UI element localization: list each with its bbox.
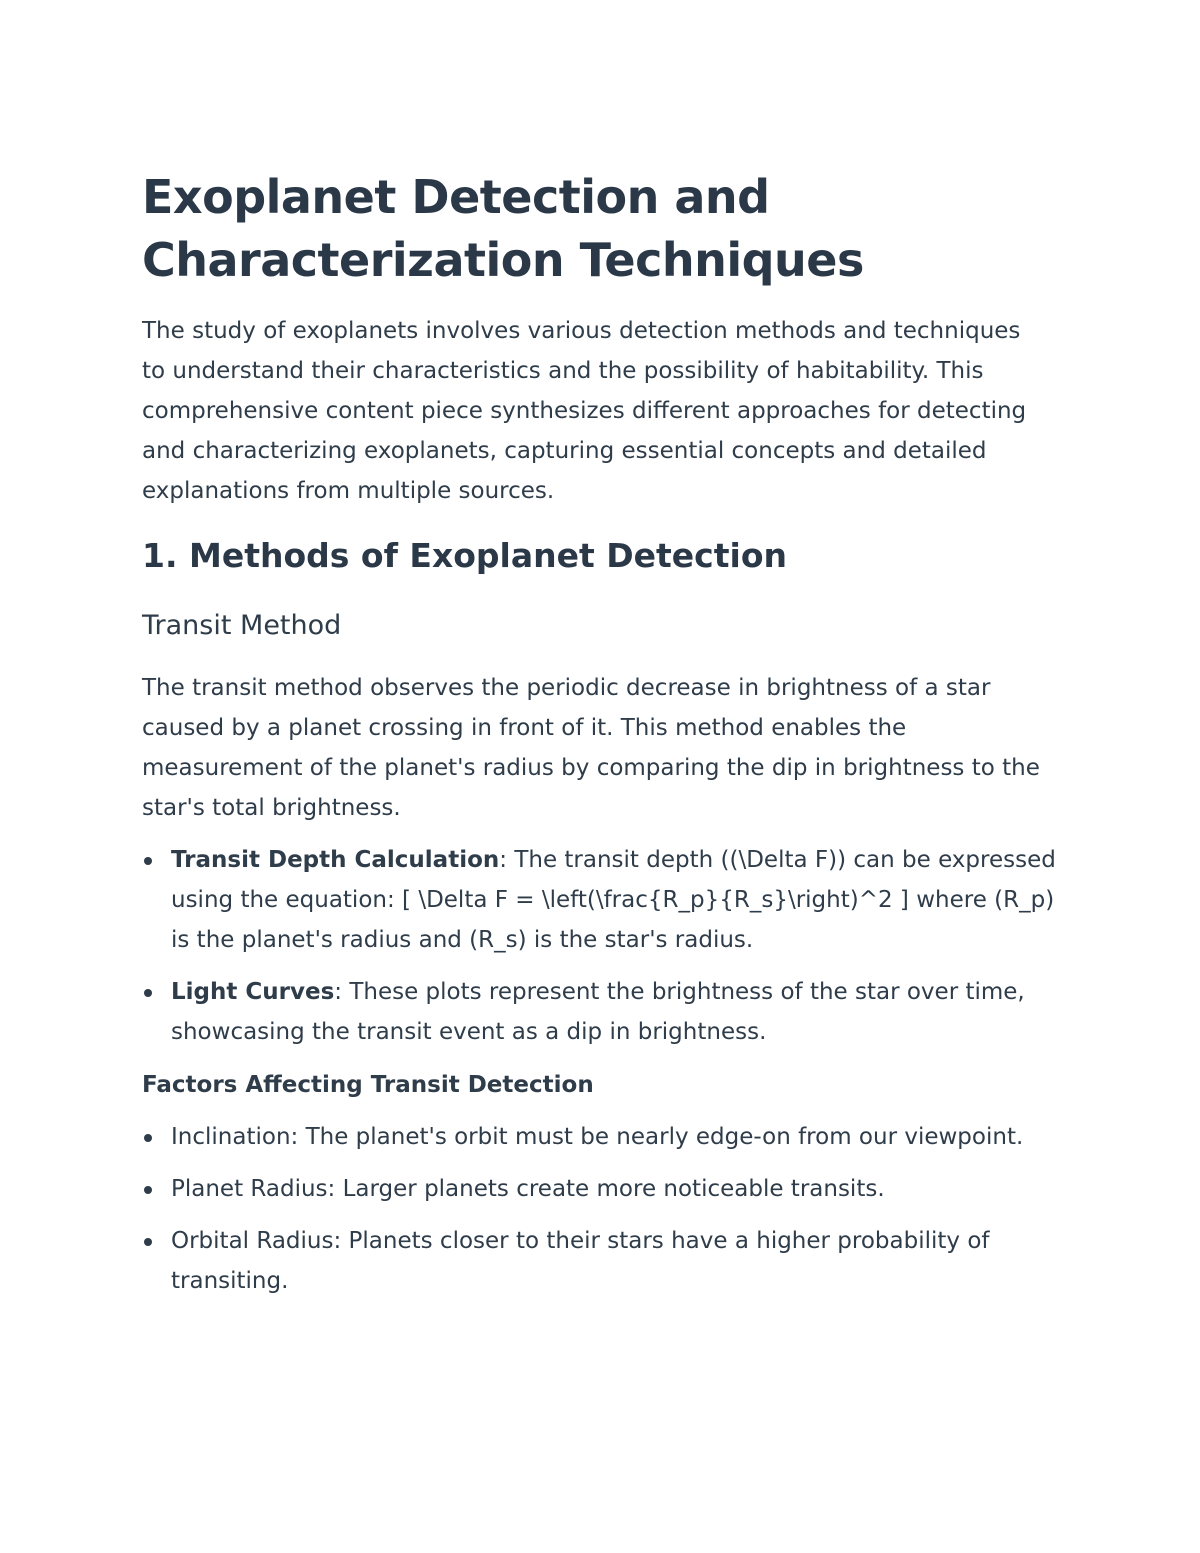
bullet-icon (144, 1134, 152, 1142)
list-item-text: Orbital Radius: Planets closer to their stars have a higher probability of transiting. (171, 1228, 990, 1294)
section-heading-methods: 1. Methods of Exoplanet Detection (142, 536, 787, 575)
list-item-text: Planet Radius: Larger planets create more noticeable transits. (171, 1176, 885, 1202)
bullet-icon (144, 1238, 152, 1246)
document-title: Exoplanet Detection and Characterization Techniques (142, 170, 864, 287)
factors-bullet-list (142, 1117, 1057, 1313)
list-item-text: Inclination: The planet's orbit must be nearly edge-on from our viewpoint. (171, 1124, 1024, 1150)
list-item-label: Light Curves (171, 979, 335, 1005)
list-item-label: Transit Depth Calculation (171, 847, 500, 873)
factors-heading: Factors Affecting Transit Detection (142, 1072, 594, 1098)
list-item (142, 1221, 1057, 1301)
list-item-text: : The transit depth ((\Delta F)) can be expressed using the equation: [ \Delta F = \left(\frac{R_p}{R_s}\right)^2 ] where (R_p) is the planet's radius and (R_s) is the star's radius. (171, 847, 1056, 953)
list-item-text: : These plots represent the brightness of the star over time, showcasing the transit event as a dip in brightness. (171, 979, 1025, 1045)
bullet-icon (144, 989, 152, 997)
transit-bullet-list (142, 840, 1057, 1064)
list-item (142, 972, 1057, 1052)
list-item (142, 840, 1057, 960)
bullet-icon (144, 1186, 152, 1194)
intro-paragraph: The study of exoplanets involves various detection methods and techniques to understand their characteristics and the possibility of habitability. This comprehensive content piece synthesizes different approaches for detecting and characterizing exoplanets, capturing essential concepts and detailed explanations from multiple sources. (142, 318, 1027, 504)
subsection-heading-transit: Transit Method (142, 610, 342, 641)
list-item (142, 1169, 1057, 1209)
bullet-icon (144, 857, 152, 865)
list-item (142, 1117, 1057, 1157)
transit-paragraph: The transit method observes the periodic decrease in brightness of a star caused by a planet crossing in front of it. This method enables the measurement of the planet's radius by comparing the dip in brightness to the star's total brightness. (142, 675, 1040, 821)
